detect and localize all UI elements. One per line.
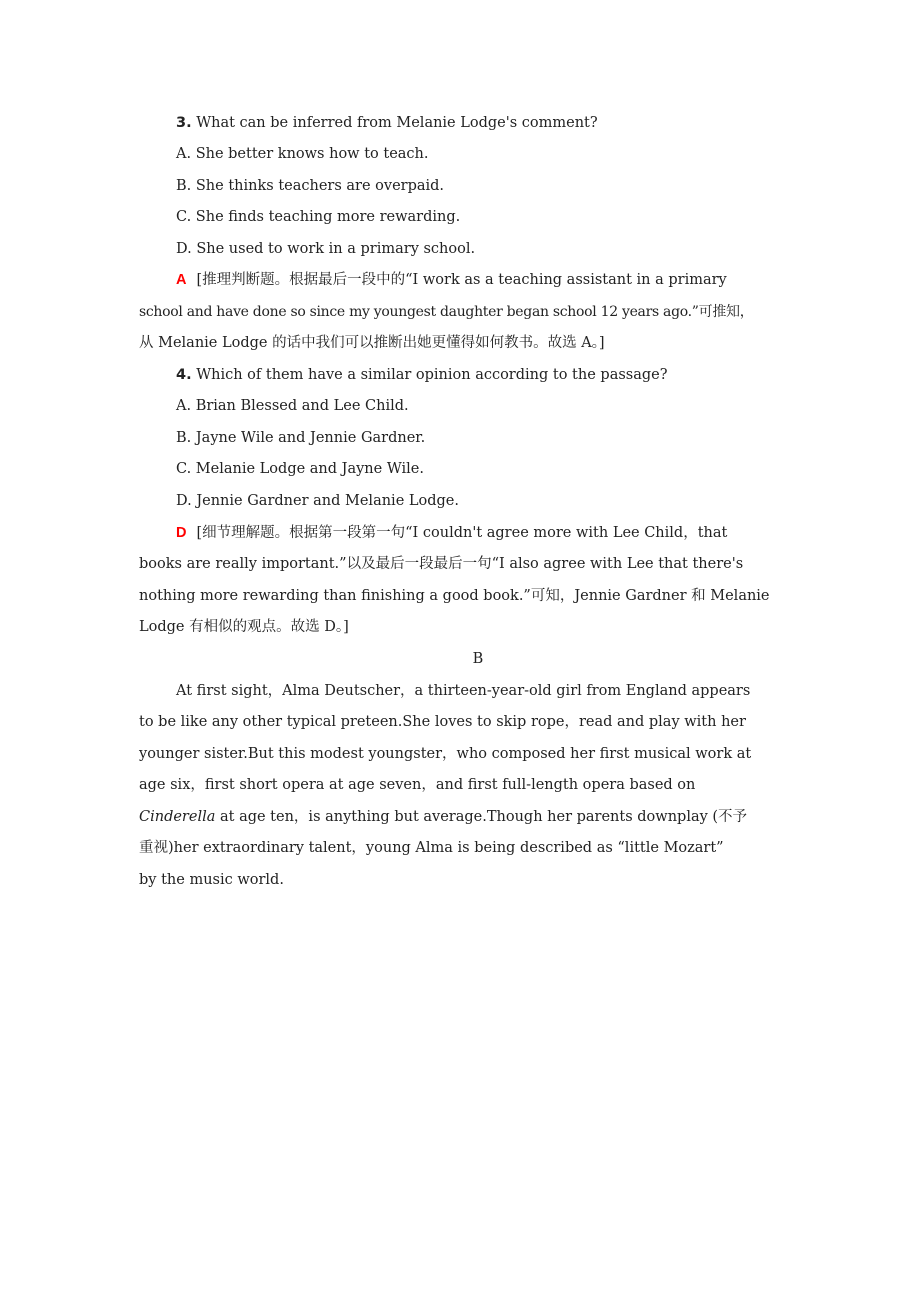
question-4-stem <box>176 365 668 385</box>
q3-option-a: A. She better knows how to teach. <box>176 146 429 162</box>
explanation-text: [细节理解题。根据第一段第一句“I couldn't agree more with Lee Child，that <box>196 525 728 541</box>
answer-letter: A <box>176 272 187 288</box>
q3-explanation-line-3: 从 Melanie Lodge 的话中我们可以推断出她更懂得如何教书。故选 A。] <box>139 335 605 351</box>
q4-explanation-line-1 <box>176 523 727 543</box>
q4-option-c: C. Melanie Lodge and Jayne Wile. <box>176 461 424 477</box>
q4-explanation-line-4: Lodge 有相似的观点。故选 D。] <box>139 619 349 635</box>
passage-line-4: age six，first short opera at age seven，and first full-length opera based on <box>139 777 696 793</box>
explanation-text: [推理判断题。根据最后一段中的“I work as a teaching assistant in a primary <box>196 272 727 288</box>
question-number: 4. <box>176 367 192 383</box>
q4-option-b: B. Jayne Wile and Jennie Gardner. <box>176 430 426 446</box>
q3-option-c: C. She finds teaching more rewarding. <box>176 209 461 225</box>
question-text: What can be inferred from Melanie Lodge's comment? <box>196 115 598 131</box>
passage-line-1: At first sight，Alma Deutscher，a thirteen-year-old girl from England appears <box>176 683 751 699</box>
passage-line-7: by the music world. <box>139 872 284 888</box>
passage-line-2: to be like any other typical preteen.She loves to skip rope，read and play with her <box>139 714 746 730</box>
question-3-stem <box>176 113 598 133</box>
q4-option-d: D. Jennie Gardner and Melanie Lodge. <box>176 493 459 509</box>
passage-line-3: younger sister.But this modest youngster，who composed her first musical work at <box>139 746 752 762</box>
q4-explanation-line-3: nothing more rewarding than finishing a good book.”可知，Jennie Gardner 和 Melanie <box>139 588 770 604</box>
q3-option-d: D. She used to work in a primary school. <box>176 241 476 257</box>
question-text: Which of them have a similar opinion according to the passage? <box>196 367 668 383</box>
q3-explanation-line-2: school and have done so since my youngest daughter began school 12 years ago.”可推知， <box>139 304 754 320</box>
italic-title: Cinderella <box>139 809 216 825</box>
answer-letter: D <box>176 525 187 541</box>
q3-option-b: B. She thinks teachers are overpaid. <box>176 178 445 194</box>
q4-option-a: A. Brian Blessed and Lee Child. <box>176 398 409 414</box>
passage-line-5 <box>139 807 747 827</box>
q3-explanation-line-1 <box>176 270 727 290</box>
question-number: 3. <box>176 115 192 131</box>
passage-line-6: 重视)her extraordinary talent，young Alma is being described as “little Mozart” <box>139 840 724 856</box>
section-heading: B <box>472 651 484 667</box>
q4-explanation-line-2: books are really important.”以及最后一段最后一句“I also agree with Lee that there's <box>139 556 744 572</box>
passage-text: at age ten，is anything but average.Though her parents downplay (不予 <box>215 809 748 825</box>
